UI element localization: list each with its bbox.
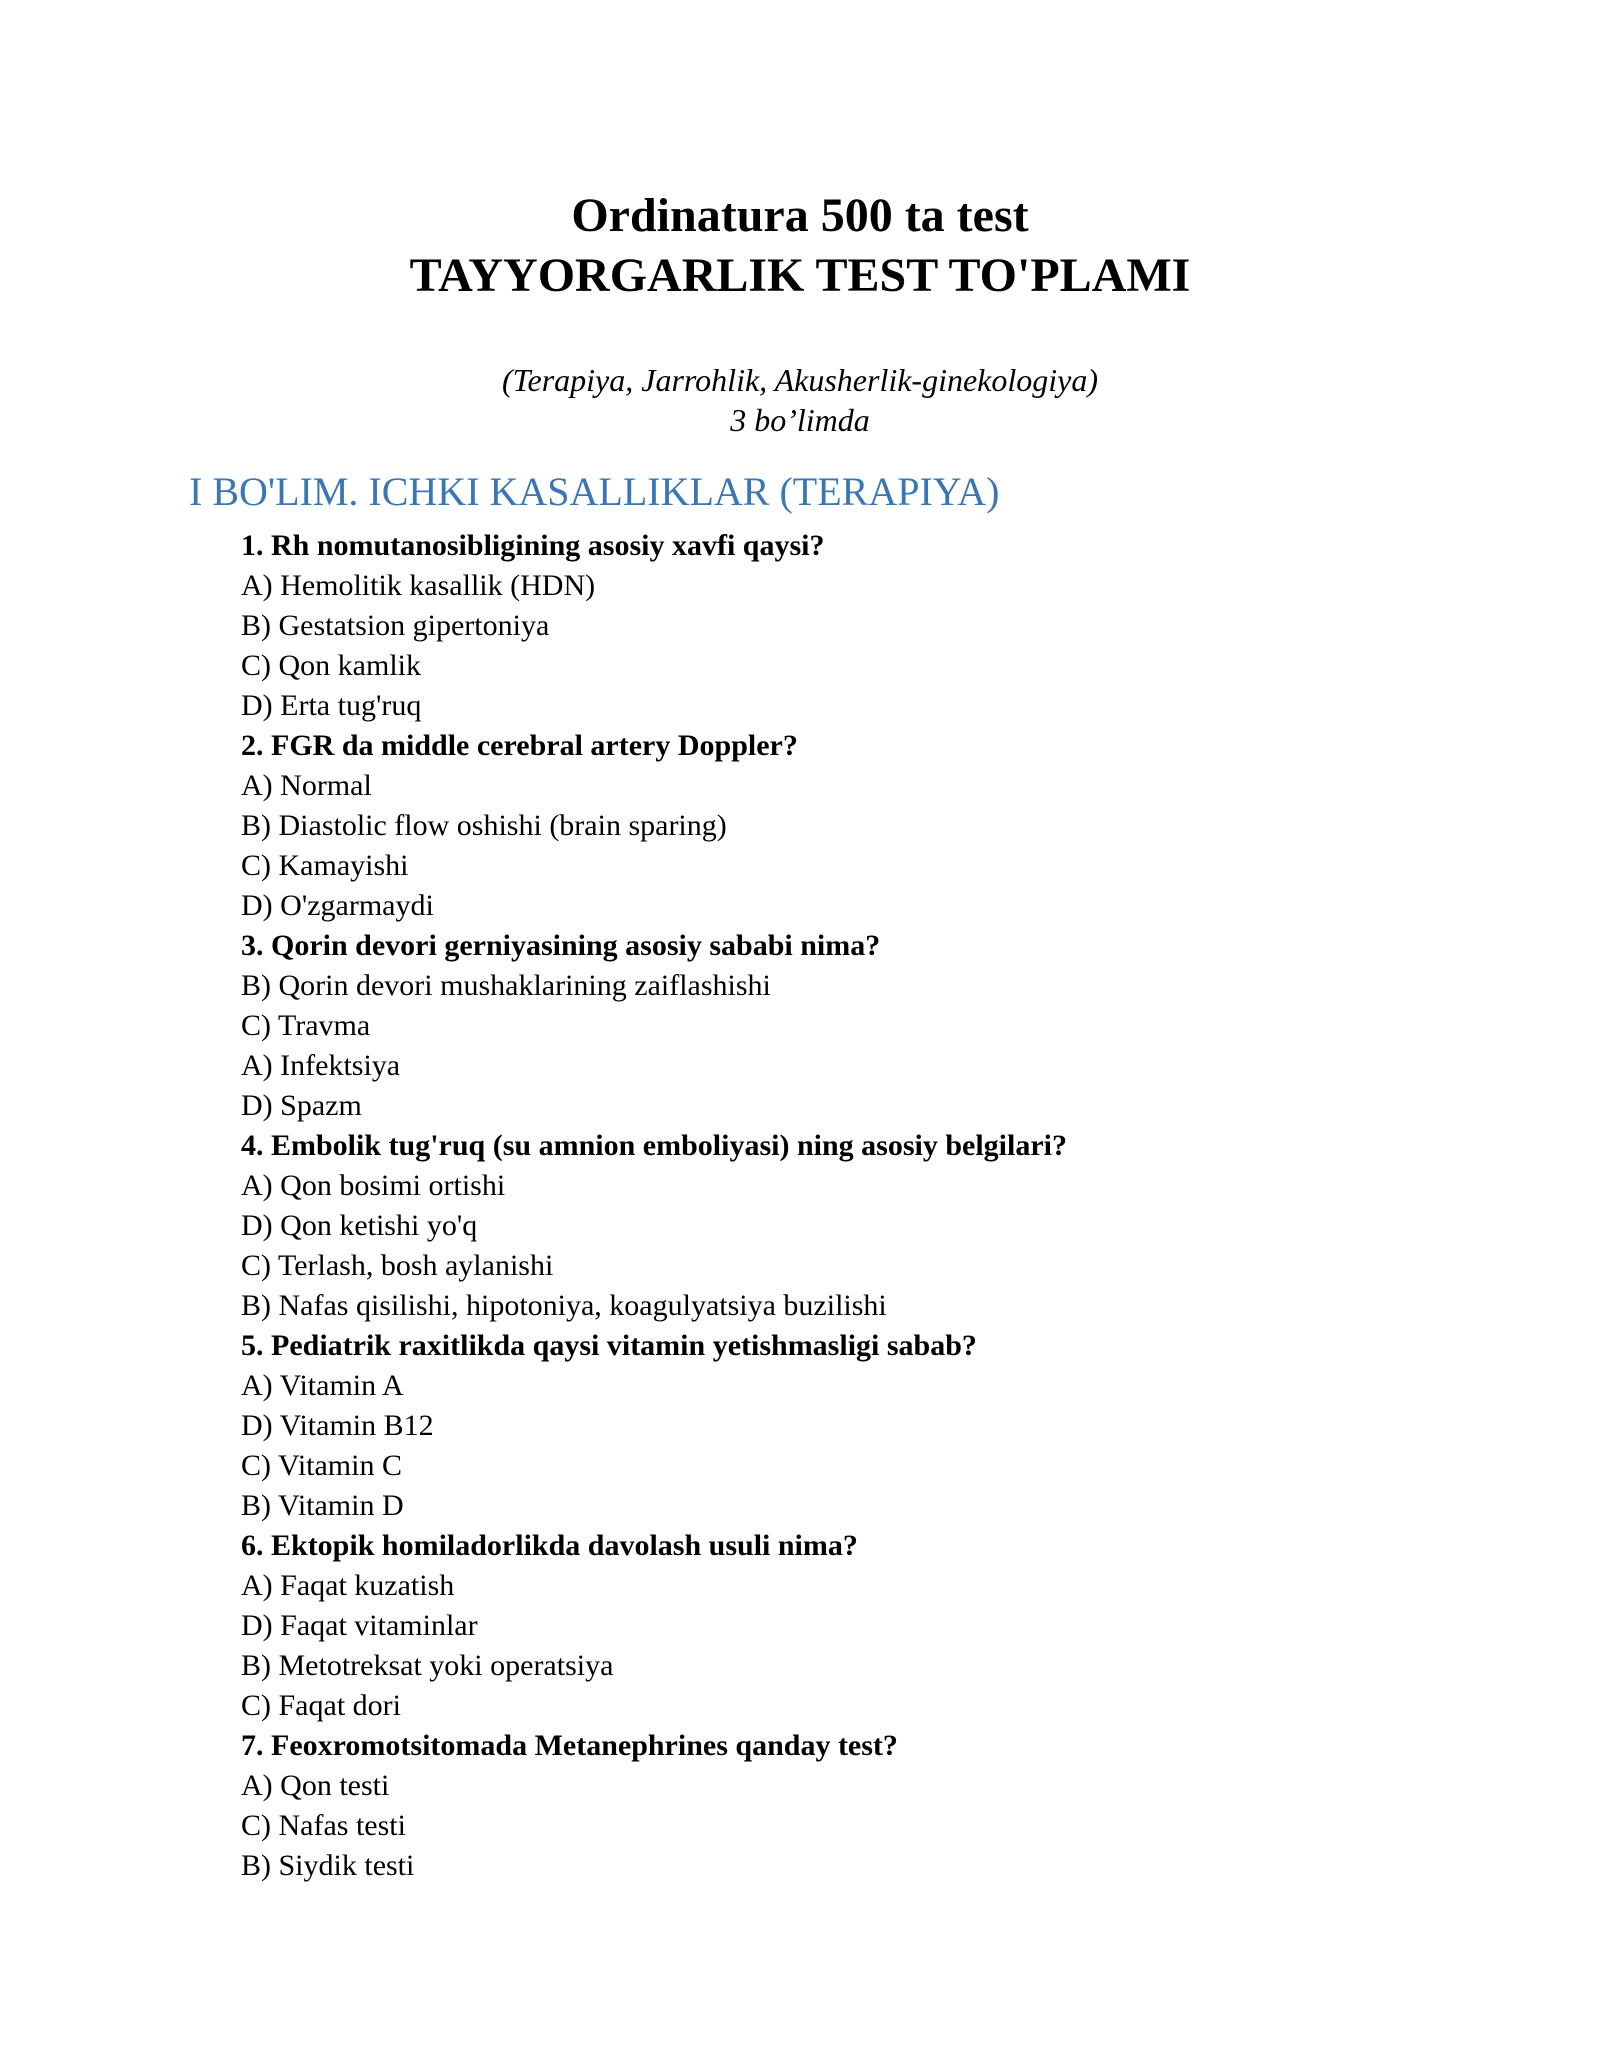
section-heading: I BO'LIM. ICHKI KASALLIKLAR (TERAPIYA) xyxy=(189,469,1000,514)
answer-option: A) Qon bosimi ortishi xyxy=(241,1169,506,1202)
question-list xyxy=(241,526,1491,1886)
document-subtitle-line-1: (Terapiya, Jarrohlik, Akusherlik-ginekologiya) xyxy=(501,362,1099,398)
question-block xyxy=(241,1326,1491,1526)
title-block xyxy=(0,186,1600,306)
question-block xyxy=(241,1126,1491,1326)
answer-option: D) Faqat vitaminlar xyxy=(241,1609,478,1642)
question-text: 3. Qorin devori gerniyasining asosiy sababi nima? xyxy=(241,929,881,962)
question-text: 6. Ektopik homiladorlikda davolash usuli nima? xyxy=(241,1529,858,1562)
answer-option: B) Siydik testi xyxy=(241,1849,415,1882)
question-text: 5. Pediatrik raxitlikda qaysi vitamin yetishmasligi sabab? xyxy=(241,1329,977,1362)
answer-option: D) Spazm xyxy=(241,1089,362,1122)
answer-option: B) Vitamin D xyxy=(241,1489,404,1522)
question-block xyxy=(241,726,1491,926)
answer-option: D) Vitamin B12 xyxy=(241,1409,434,1442)
question-block xyxy=(241,526,1491,726)
document-title-line-1: Ordinatura 500 ta test xyxy=(571,189,1029,242)
answer-option: C) Nafas testi xyxy=(241,1809,406,1842)
question-block xyxy=(241,1726,1491,1886)
answer-option: B) Qorin devori mushaklarining zaiflashishi xyxy=(241,969,771,1002)
answer-option: D) Erta tug'ruq xyxy=(241,689,422,722)
answer-option: C) Terlash, bosh aylanishi xyxy=(241,1249,554,1282)
answer-option: B) Gestatsion gipertoniya xyxy=(241,609,550,642)
answer-option: A) Infektsiya xyxy=(241,1049,401,1082)
answer-option: A) Hemolitik kasallik (HDN) xyxy=(241,569,596,602)
answer-option: B) Nafas qisilishi, hipotoniya, koagulyatsiya buzilishi xyxy=(241,1289,887,1322)
answer-option: C) Qon kamlik xyxy=(241,649,421,682)
answer-option: C) Faqat dori xyxy=(241,1689,401,1722)
answer-option: D) Qon ketishi yo'q xyxy=(241,1209,478,1242)
answer-option: A) Vitamin A xyxy=(241,1369,404,1402)
document-title-line-2: TAYYORGARLIK TEST TO'PLAMI xyxy=(409,249,1191,302)
question-text: 7. Feoxromotsitomada Metanephrines qanday test? xyxy=(241,1729,898,1762)
document-subtitle-line-2: 3 bo’limda xyxy=(730,402,870,438)
question-text: 4. Embolik tug'ruq (su amnion emboliyasi) ning asosiy belgilari? xyxy=(241,1129,1067,1162)
question-block xyxy=(241,1526,1491,1726)
question-block xyxy=(241,926,1491,1126)
question-text: 1. Rh nomutanosibligining asosiy xavfi qaysi? xyxy=(241,529,825,562)
subtitle-block xyxy=(0,360,1600,440)
answer-option: C) Vitamin C xyxy=(241,1449,402,1482)
answer-option: A) Qon testi xyxy=(241,1769,390,1802)
answer-option: A) Faqat kuzatish xyxy=(241,1569,455,1602)
answer-option: C) Kamayishi xyxy=(241,849,409,882)
answer-option: B) Diastolic flow oshishi (brain sparing) xyxy=(241,809,727,842)
answer-option: A) Normal xyxy=(241,769,372,802)
answer-option: B) Metotreksat yoki operatsiya xyxy=(241,1649,614,1682)
answer-option: D) O'zgarmaydi xyxy=(241,889,434,922)
question-text: 2. FGR da middle cerebral artery Doppler? xyxy=(241,729,798,762)
answer-option: C) Travma xyxy=(241,1009,371,1042)
